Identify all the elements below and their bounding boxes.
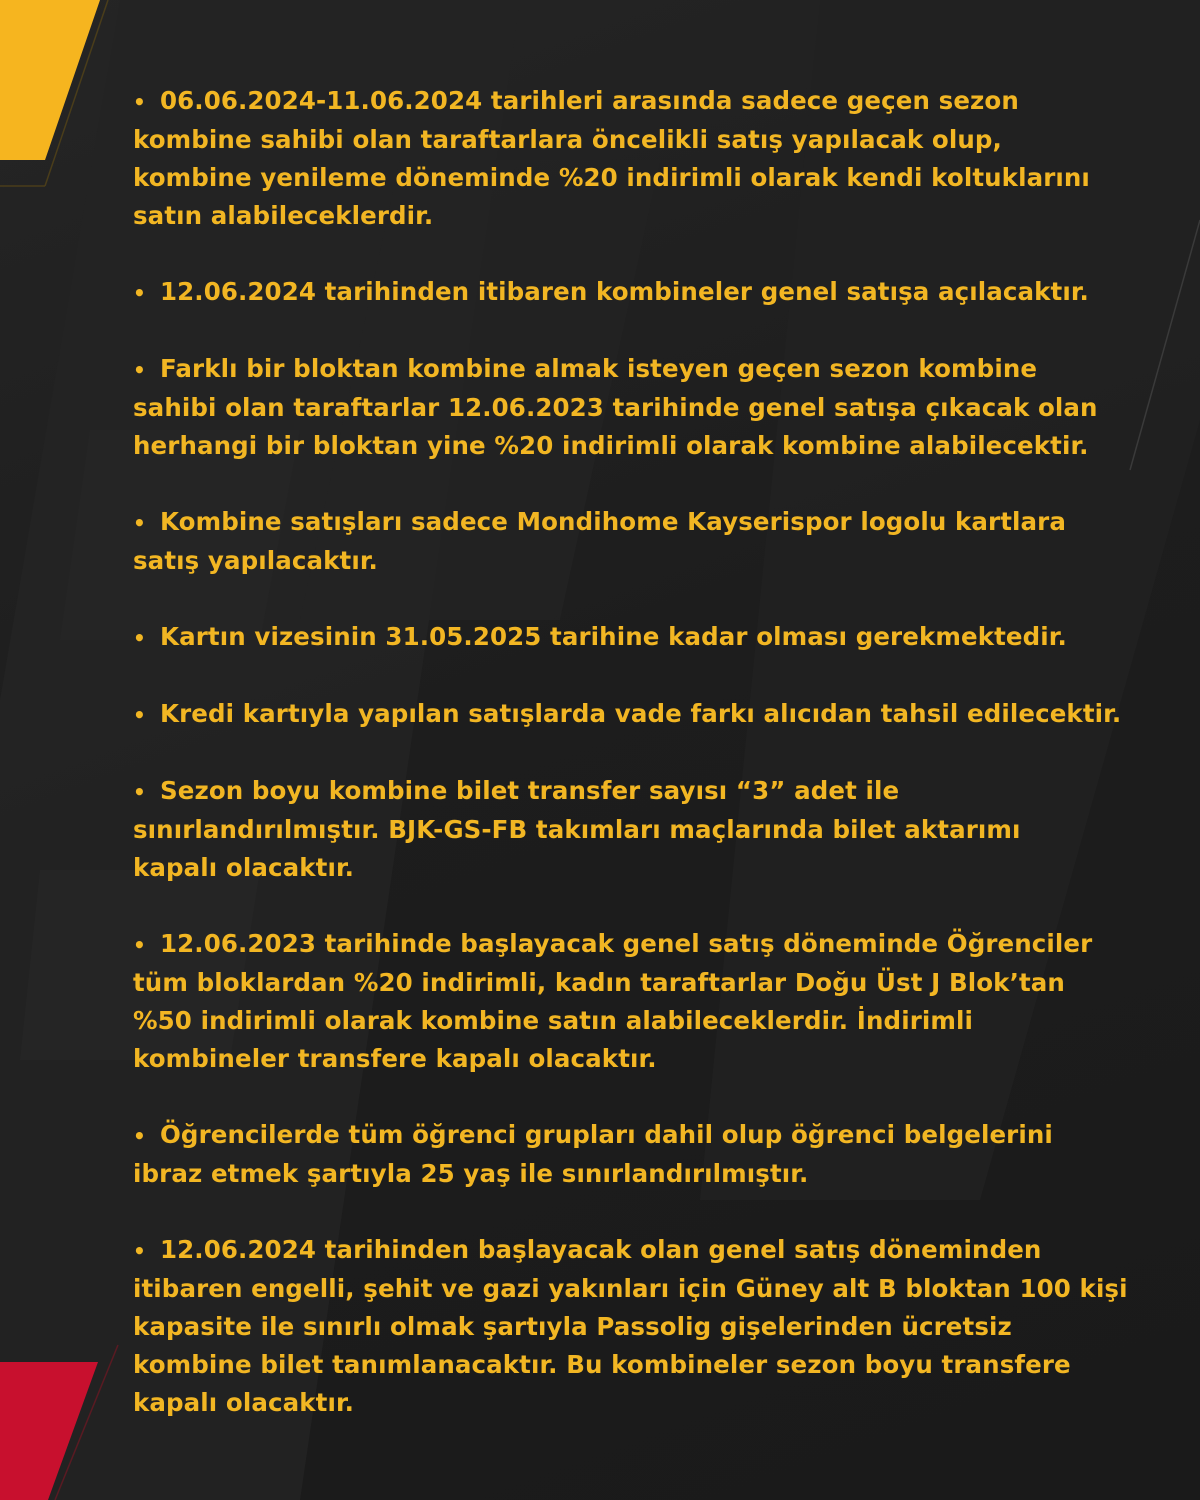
rule-item (133, 503, 1133, 580)
rule-text: Farklı bir bloktan kombine almak isteyen geçen sezon kombine sahibi olan taraftarlar 12.06.2023 tarihinde genel satışa çıkacak olan herhangi bir bloktan yine %20 indirimli olarak kombine alabilecektir. (133, 354, 1098, 460)
rule-text: 12.06.2024 tarihinden itibaren kombineler genel satışa açılacaktır. (160, 277, 1089, 306)
rule-text: 12.06.2023 tarihinde başlayacak genel satış döneminde Öğrenciler tüm bloklardan %20 indirimli, kadın taraftarlar Doğu Üst J Blok’tan %50 indirimli olarak kombine satın alabileceklerdir. İndirimli kombineler transfere kapalı olacaktır. (133, 929, 1093, 1073)
bullet-icon: • (133, 780, 146, 804)
bullet-icon: • (133, 933, 146, 957)
rule-text: 06.06.2024-11.06.2024 tarihleri arasında sadece geçen sezon kombine sahibi olan taraftarlara öncelikli satış yapılacak olup, kombine yenileme döneminde %20 indirimli olarak kendi koltuklarını satın alabileceklerdir. (133, 86, 1090, 230)
rule-item (133, 618, 1133, 657)
bullet-icon: • (133, 90, 146, 114)
rule-item (133, 925, 1133, 1078)
rule-item (133, 1116, 1133, 1193)
bullet-icon: • (133, 626, 146, 650)
bullet-icon: • (133, 281, 146, 305)
rule-item (133, 350, 1133, 465)
yellow-corner-accent (0, 0, 100, 160)
rule-item (133, 1231, 1133, 1422)
bullet-icon: • (133, 1124, 146, 1148)
bullet-icon: • (133, 703, 146, 727)
rules-list (133, 82, 1133, 1460)
rule-item (133, 695, 1133, 734)
bullet-icon: • (133, 358, 146, 382)
rule-text: Sezon boyu kombine bilet transfer sayısı “3” adet ile sınırlandırılmıştır. BJK-GS-FB takımları maçlarında bilet aktarımı kapalı olacaktır. (133, 776, 1021, 882)
rule-item (133, 772, 1133, 887)
rule-text: Kombine satışları sadece Mondihome Kayserispor logolu kartlara satış yapılacaktır. (133, 507, 1066, 575)
bullet-icon: • (133, 1239, 146, 1263)
rule-text: Kredi kartıyla yapılan satışlarda vade farkı alıcıdan tahsil edilecektir. (160, 699, 1122, 728)
rule-text: 12.06.2024 tarihinden başlayacak olan genel satış döneminden itibaren engelli, şehit ve gazi yakınları için Güney alt B bloktan 100 kişi kapasite ile sınırlı olmak şartıyla Passolig gişelerinden ücretsiz kombine bilet tanımlanacaktır. Bu kombineler sezon boyu transfere kapalı olacaktır. (133, 1235, 1128, 1417)
bullet-icon: • (133, 511, 146, 535)
rule-text: Öğrencilerde tüm öğrenci grupları dahil olup öğrenci belgelerini ibraz etmek şartıyla 25 yaş ile sınırlandırılmıştır. (133, 1120, 1053, 1188)
rule-item (133, 273, 1133, 312)
rule-item (133, 82, 1133, 235)
rule-text: Kartın vizesinin 31.05.2025 tarihine kadar olması gerekmektedir. (160, 622, 1067, 651)
